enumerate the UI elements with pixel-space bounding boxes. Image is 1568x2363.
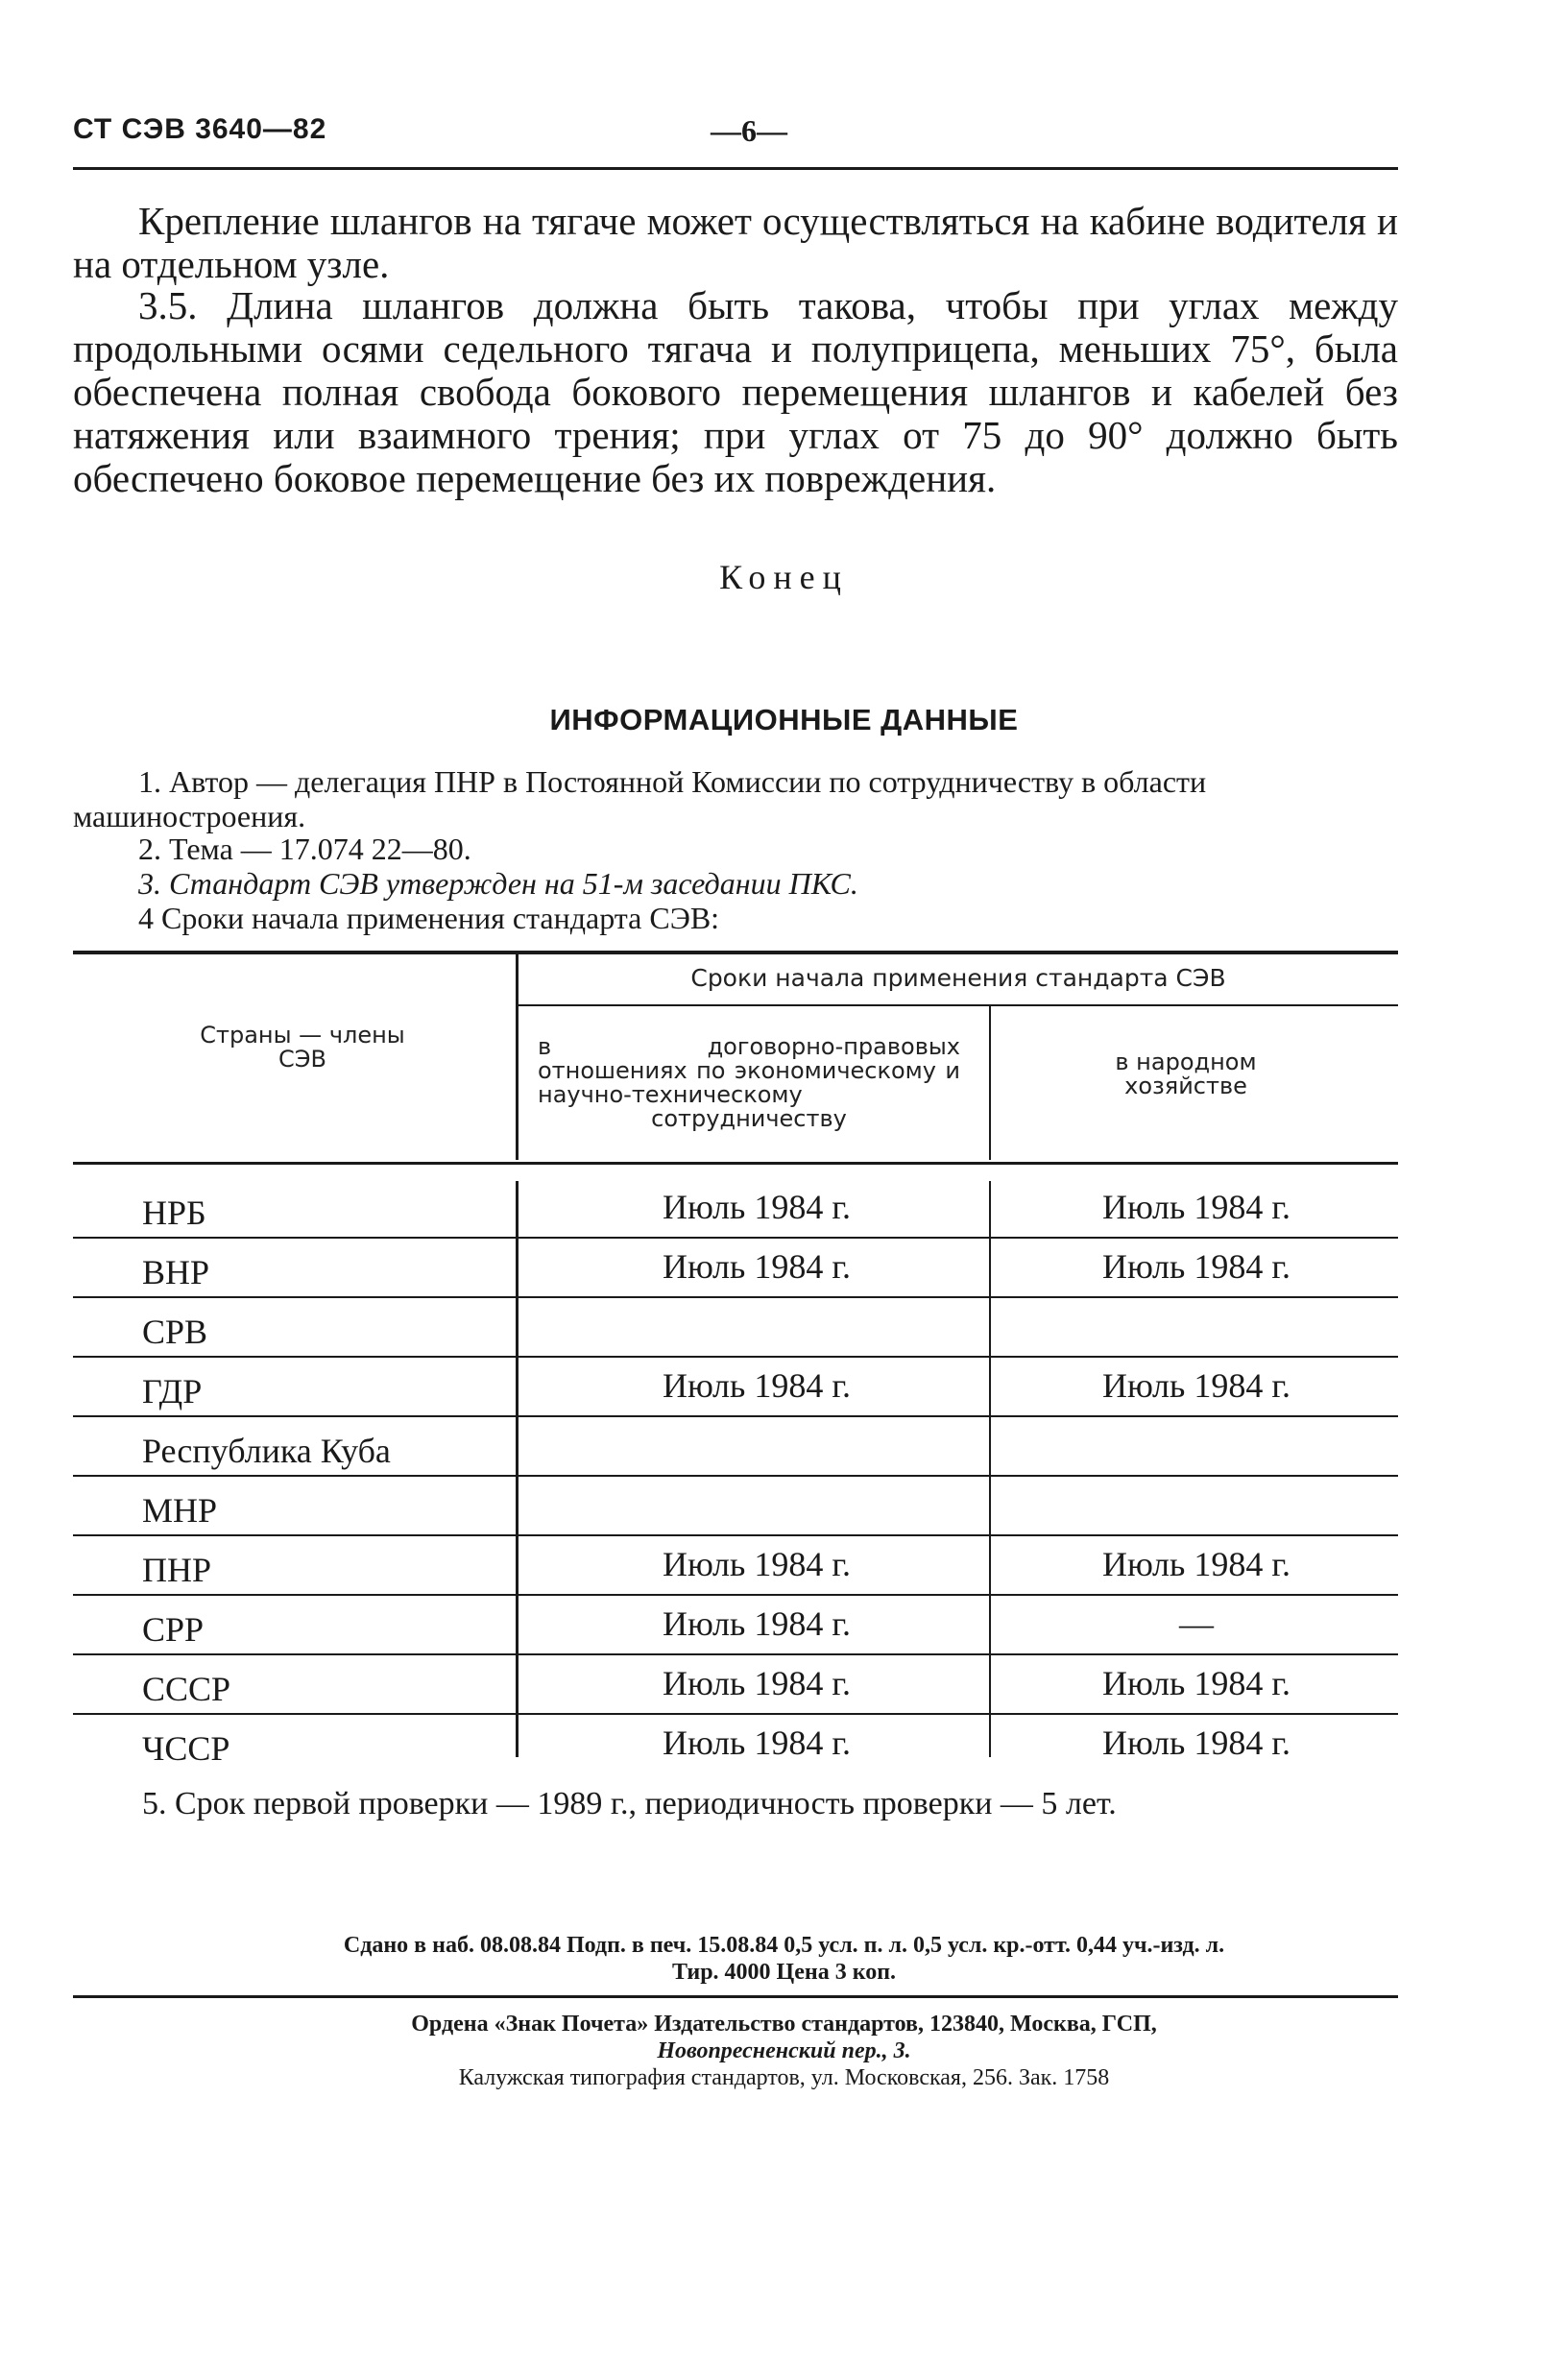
document-code: СТ СЭВ 3640—82: [73, 113, 327, 145]
footer-print-run: Тир. 4000 Цена 3 коп.: [671, 1960, 897, 1985]
row-separator: [73, 1475, 1398, 1477]
header-contracts: в договорно-правовых отношениях по экономическому и научно-техническому сотрудничеству: [538, 1033, 960, 1132]
header-group: Сроки начала применения стандарта СЭВ: [690, 964, 1226, 992]
row-contracts-date: Июль 1984 г.: [662, 1188, 852, 1226]
table-group-rule: [519, 1004, 1398, 1006]
row-separator: [73, 1653, 1398, 1655]
table-vline-2-body: [989, 1181, 991, 1757]
footer-rule: [73, 1995, 1398, 1998]
row-country: ВНР: [142, 1253, 210, 1291]
info-item-author: 1. Автор — делегация ПНР в Постоянной Комиссии по сотрудничеству в области машиностроения.: [73, 764, 1207, 833]
header-rule: [73, 167, 1398, 170]
row-contracts-date: Июль 1984 г.: [662, 1664, 852, 1702]
row-contracts-date: Июль 1984 г.: [662, 1366, 852, 1405]
page-number: —6—: [711, 113, 787, 148]
row-country: ПНР: [142, 1551, 212, 1589]
info-item-dates: 4 Сроки начала применения стандарта СЭВ:: [138, 901, 720, 935]
row-country: МНР: [142, 1491, 218, 1530]
info-title: ИНФОРМАЦИОННЫЕ ДАННЫЕ: [549, 703, 1019, 736]
row-contracts-date: Июль 1984 г.: [662, 1545, 852, 1583]
row-contracts-date: Июль 1984 г.: [662, 1724, 852, 1762]
row-country: СРВ: [142, 1313, 208, 1351]
footer-publisher: Ордена «Знак Почета» Издательство стандартов, 123840, Москва, ГСП,: [411, 2012, 1157, 2037]
row-economy-date: Июль 1984 г.: [1101, 1545, 1291, 1583]
row-contracts-date: Июль 1984 г.: [662, 1247, 852, 1286]
end-marker: Конец: [719, 558, 849, 596]
row-country: ЧССР: [142, 1729, 230, 1768]
row-country: СССР: [142, 1670, 231, 1708]
row-country: Республика Куба: [142, 1432, 391, 1470]
row-economy-date: Июль 1984 г.: [1101, 1664, 1291, 1702]
row-separator: [73, 1356, 1398, 1358]
footer-address: Новопресненский пер., 3.: [657, 2038, 911, 2063]
row-economy-date: —: [1179, 1604, 1214, 1643]
row-economy-date: Июль 1984 г.: [1101, 1188, 1291, 1226]
paragraph-hose-mounting: Крепление шлангов на тягаче может осуществляться на кабине водителя и на отдельном узле.: [73, 199, 1398, 286]
row-economy-date: Июль 1984 г.: [1101, 1724, 1291, 1762]
row-country: СРР: [142, 1610, 205, 1649]
table-vline-1-body: [516, 1181, 519, 1757]
row-economy-date: Июль 1984 г.: [1101, 1247, 1291, 1286]
info-item-review: 5. Срок первой проверки — 1989 г., периодичность проверки — 5 лет.: [142, 1786, 1117, 1821]
header-country: Страны — члены СЭВ: [200, 1022, 405, 1073]
footer-printer: Калужская типография стандартов, ул. Московская, 256. Зак. 1758: [458, 2065, 1110, 2090]
footer-print-info: Сдано в наб. 08.08.84 Подп. в печ. 15.08.84 0,5 усл. п. л. 0,5 усл. кр.-отт. 0,44 уч.-изд. л.: [343, 1933, 1225, 1958]
table-head-rule: [73, 1162, 1398, 1165]
table-top-rule: [73, 951, 1398, 954]
row-economy-date: Июль 1984 г.: [1101, 1366, 1291, 1405]
row-contracts-date: Июль 1984 г.: [662, 1604, 852, 1643]
paragraph-hose-length: 3.5. Длина шлангов должна быть такова, чтобы при углах между продольными осями седельного тягача и полуприцепа, меньших 75°, была обеспечена полная свобода бокового перемещения шлангов и кабелей без натяжения или взаимного трения; при углах от 75 до 90° должно быть обеспечено боковое перемещение без их повреждения.: [73, 283, 1398, 500]
row-separator: [73, 1594, 1398, 1596]
table-vline-2-head: [989, 1006, 991, 1160]
row-separator: [73, 1237, 1398, 1239]
row-separator: [73, 1713, 1398, 1715]
row-separator: [73, 1296, 1398, 1298]
row-separator: [73, 1415, 1398, 1417]
row-country: НРБ: [142, 1194, 206, 1232]
info-item-approval: 3. Стандарт СЭВ утвержден на 51-м заседании ПКС.: [138, 866, 858, 901]
header-economy: в народном хозяйстве: [1115, 1049, 1257, 1099]
row-country: ГДР: [142, 1372, 203, 1411]
row-separator: [73, 1534, 1398, 1536]
info-item-theme: 2. Тема — 17.074 22—80.: [138, 832, 471, 866]
